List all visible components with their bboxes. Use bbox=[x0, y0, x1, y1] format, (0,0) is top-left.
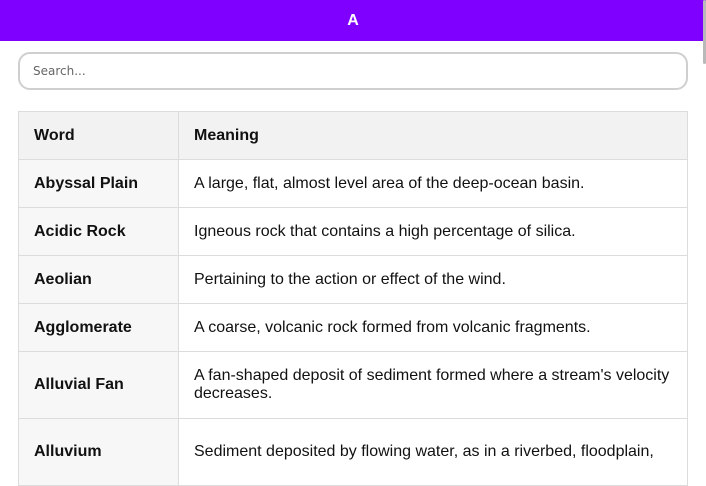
meaning-cell: Pertaining to the action or effect of the wind. bbox=[179, 256, 688, 304]
word-cell: Abyssal Plain bbox=[19, 160, 179, 208]
table-row bbox=[19, 419, 688, 486]
meaning-cell: A coarse, volcanic rock formed from volcanic fragments. bbox=[179, 304, 688, 352]
table-row bbox=[19, 208, 688, 256]
meaning-cell: A large, flat, almost level area of the deep-ocean basin. bbox=[179, 160, 688, 208]
meaning-cell: A fan-shaped deposit of sediment formed where a stream's velocity decreases. bbox=[179, 352, 688, 419]
word-cell: Alluvium bbox=[19, 419, 179, 486]
column-header-meaning: Meaning bbox=[179, 112, 688, 160]
meaning-cell: Sediment deposited by flowing water, as in a riverbed, floodplain, bbox=[179, 419, 688, 486]
column-header-word: Word bbox=[19, 112, 179, 160]
table-row bbox=[19, 352, 688, 419]
table-header-row bbox=[19, 112, 688, 160]
search-input[interactable] bbox=[18, 52, 688, 90]
table-row bbox=[19, 160, 688, 208]
page-title: A bbox=[347, 11, 359, 29]
glossary-table bbox=[18, 111, 688, 486]
table-row bbox=[19, 256, 688, 304]
word-cell: Agglomerate bbox=[19, 304, 179, 352]
meaning-cell: Igneous rock that contains a high percentage of silica. bbox=[179, 208, 688, 256]
word-cell: Alluvial Fan bbox=[19, 352, 179, 419]
word-cell: Acidic Rock bbox=[19, 208, 179, 256]
word-cell: Aeolian bbox=[19, 256, 179, 304]
table-row bbox=[19, 304, 688, 352]
header-bar bbox=[0, 0, 706, 41]
